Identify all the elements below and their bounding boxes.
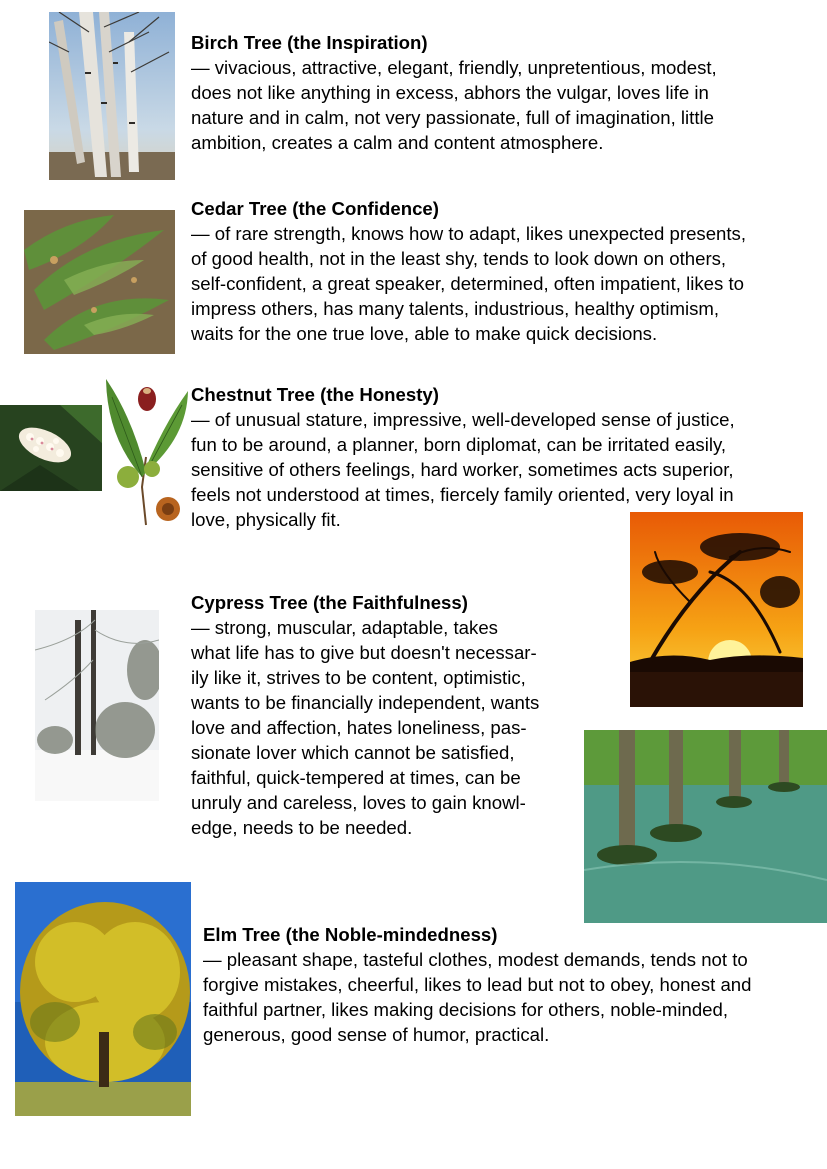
entry-line: unruly and careless, loves to gain knowl- [191,792,526,813]
entry-line: impress others, has many talents, industrious, healthy optimism, [191,298,720,319]
entry-line: — vivacious, attractive, elegant, friendly, unpretentious, modest, [191,57,717,78]
tree-entry-chestnut [191,382,816,532]
entry-line: does not like anything in excess, abhors the vulgar, loves life in [191,82,709,103]
entry-line: forgive mistakes, cheerful, likes to lead but not to obey, honest and [203,974,752,995]
entry-line: — of unusual stature, impressive, well-developed sense of justice, [191,409,735,430]
entry-line: love and affection, hates loneliness, pas- [191,717,527,738]
entry-line: of good health, not in the least shy, tends to look down on others, [191,248,727,269]
entry-title: Cypress Tree (the Faithfulness) [191,592,468,613]
entry-line: wants to be financially independent, wants [191,692,540,713]
entry-line: love, physically fit. [191,509,341,530]
cypress-swamp-photo [584,730,827,923]
chestnut-blossom-photo [0,405,115,491]
tree-entry-elm [203,922,818,1047]
entry-line: feels not understood at times, fiercely family oriented, very loyal in [191,484,734,505]
cypress-snow-photo [35,610,159,801]
entry-line: what life has to give but doesn't necessar- [191,642,537,663]
chestnut-leaf-illustration [102,377,190,527]
entry-line: edge, needs to be needed. [191,817,413,838]
entry-title: Chestnut Tree (the Honesty) [191,384,439,405]
entry-line: ambition, creates a calm and content atmosphere. [191,132,604,153]
entry-line: nature and in calm, not very passionate, full of imagination, little [191,107,714,128]
entry-line: self-confident, a great speaker, determined, often impatient, likes to [191,273,744,294]
entry-line: sensitive of others feelings, hard worker, sometimes acts superior, [191,459,734,480]
tree-entry-cypress [191,590,591,840]
entry-line: — strong, muscular, adaptable, takes [191,617,498,638]
entry-line: — pleasant shape, tasteful clothes, modest demands, tends not to [203,949,748,970]
cedar-tree-photo [24,210,175,354]
entry-line: fun to be around, a planner, born diplomat, can be irritated easily, [191,434,727,455]
entry-line: sionate lover which cannot be satisfied, [191,742,515,763]
entry-line: — of rare strength, knows how to adapt, likes unexpected presents, [191,223,747,244]
sunset-tree-photo [630,512,803,707]
elm-tree-photo [15,882,191,1116]
tree-entry-cedar [191,196,821,346]
entry-line: faithful partner, likes making decisions for others, noble-minded, [203,999,729,1020]
entry-line: waits for the one true love, able to make quick decisions. [191,323,658,344]
tree-entry-birch [191,30,791,155]
entry-line: ily like it, strives to be content, optimistic, [191,667,526,688]
entry-title: Elm Tree (the Noble-mindedness) [203,924,498,945]
entry-title: Birch Tree (the Inspiration) [191,32,428,53]
birch-tree-photo [49,12,175,180]
entry-line: faithful, quick-tempered at times, can be [191,767,521,788]
entry-line: generous, good sense of humor, practical. [203,1024,550,1045]
entry-title: Cedar Tree (the Confidence) [191,198,439,219]
